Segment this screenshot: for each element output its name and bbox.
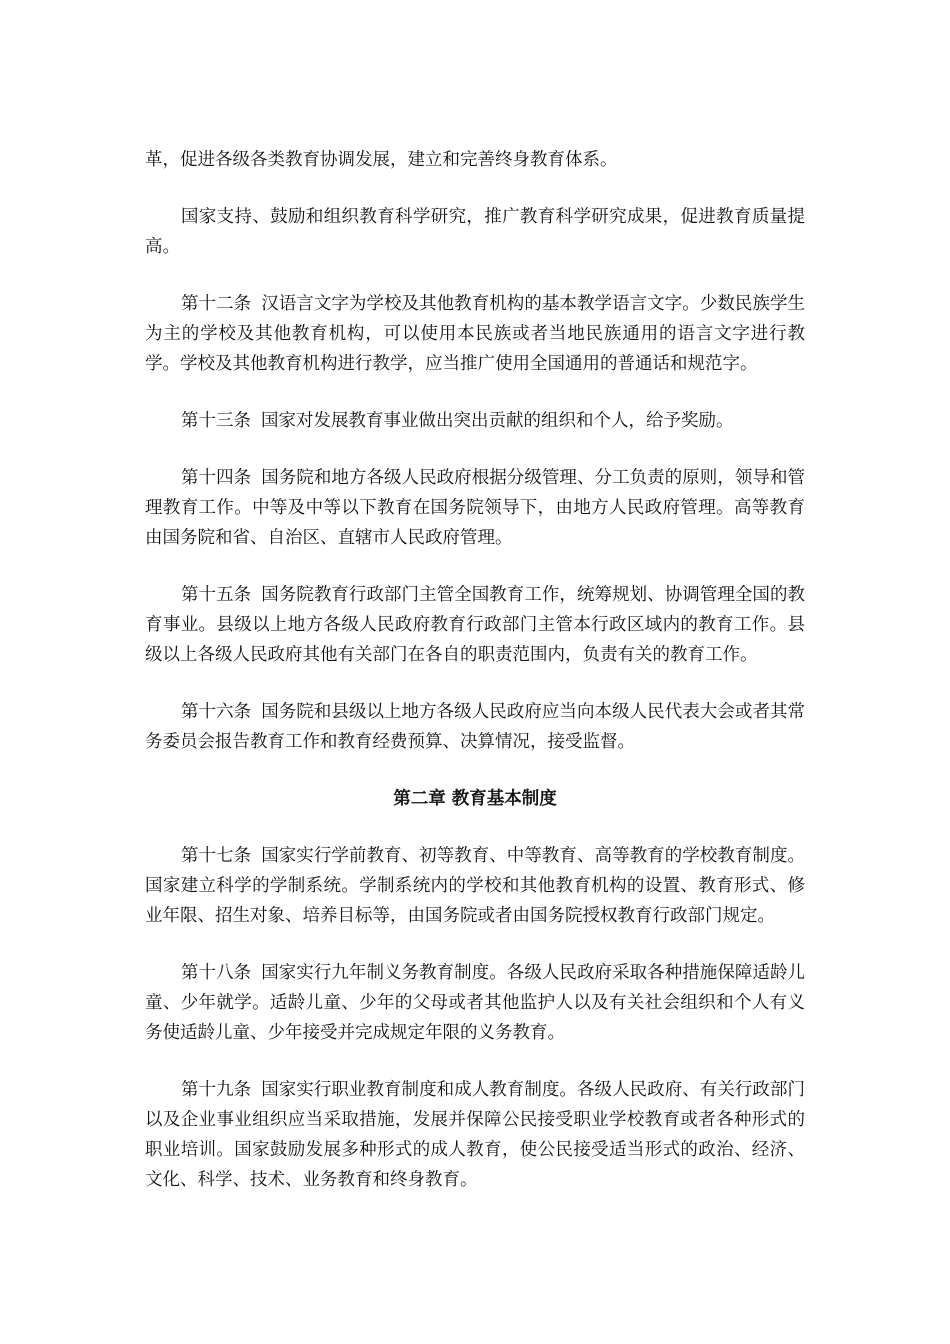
article-17 [145, 841, 805, 931]
paragraph-text: 革，促进各级各类教育协调发展，建立和完善终身教育体系。 [145, 150, 618, 170]
chapter-heading: 第二章 教育基本制度 [393, 789, 557, 809]
article-number: 第十八条 [181, 963, 252, 983]
paragraph-text: 国家支持、鼓励和组织教育科学研究，推广教育科学研究成果，促进教育质量提高。 [145, 207, 805, 257]
article-text: 汉语言文字为学校及其他教育机构的基本教学语言文字。少数民族学生为主的学校及其他教育机构，可以使用本民族或者当地民族通用的语言文字进行教学。学校及其他教育机构进行教学，应当推广使用全国通用的普通话和规范字。 [145, 294, 806, 374]
article-number: 第十三条 [181, 411, 251, 431]
article-number: 第十四条 [181, 468, 252, 488]
article-text: 国务院教育行政部门主管全国教育工作，统筹规划、协调管理全国的教育事业。县级以上地方各级人民政府教育行政部门主管本行政区域内的教育工作。县级以上各级人民政府其他有关部门在各自的职责范围内，负责有关的教育工作。 [145, 585, 806, 665]
article-number: 第十二条 [181, 294, 252, 314]
article-text: 国家实行九年制义务教育制度。各级人民政府采取各种措施保障适龄儿童、少年就学。适龄儿童、少年的父母或者其他监护人以及有关社会组织和个人有义务使适龄儿童、少年接受并完成规定年限的义务教育。 [145, 963, 806, 1043]
article-19 [145, 1075, 805, 1195]
article-number: 第十五条 [181, 585, 252, 605]
article-text: 国家对发展教育事业做出突出贡献的组织和个人，给予奖励。 [261, 411, 734, 431]
article-number: 第十七条 [181, 846, 252, 866]
document-page [145, 145, 805, 1222]
paragraph-continuation [145, 145, 805, 175]
article-12 [145, 289, 805, 379]
article-text: 国家实行职业教育制度和成人教育制度。各级人民政府、有关行政部门以及企业事业组织应当采取措施，发展并保障公民接受职业学校教育或者各种形式的职业培训。国家鼓励发展多种形式的成人教育，使公民接受适当形式的政治、经济、文化、科学、技术、业务教育和终身教育。 [145, 1080, 806, 1190]
article-text: 国家实行学前教育、初等教育、中等教育、高等教育的学校教育制度。国家建立科学的学制系统。学制系统内的学校和其他教育机构的设置、教育形式、修业年限、招生对象、培养目标等，由国务院或者由国务院授权教育行政部门规定。 [145, 846, 806, 926]
article-number: 第十九条 [181, 1080, 252, 1100]
article-text: 国务院和县级以上地方各级人民政府应当向本级人民代表大会或者其常务委员会报告教育工作和教育经费预算、决算情况，接受监督。 [145, 702, 806, 752]
article-text: 国务院和地方各级人民政府根据分级管理、分工负责的原则，领导和管理教育工作。中等及中等以下教育在国务院领导下，由地方人民政府管理。高等教育由国务院和省、自治区、直辖市人民政府管理。 [145, 468, 806, 548]
article-15 [145, 580, 805, 670]
article-number: 第十六条 [181, 702, 252, 722]
paragraph-research [145, 202, 805, 262]
article-16 [145, 697, 805, 757]
article-14 [145, 463, 805, 553]
article-18 [145, 958, 805, 1048]
article-13 [145, 406, 805, 436]
